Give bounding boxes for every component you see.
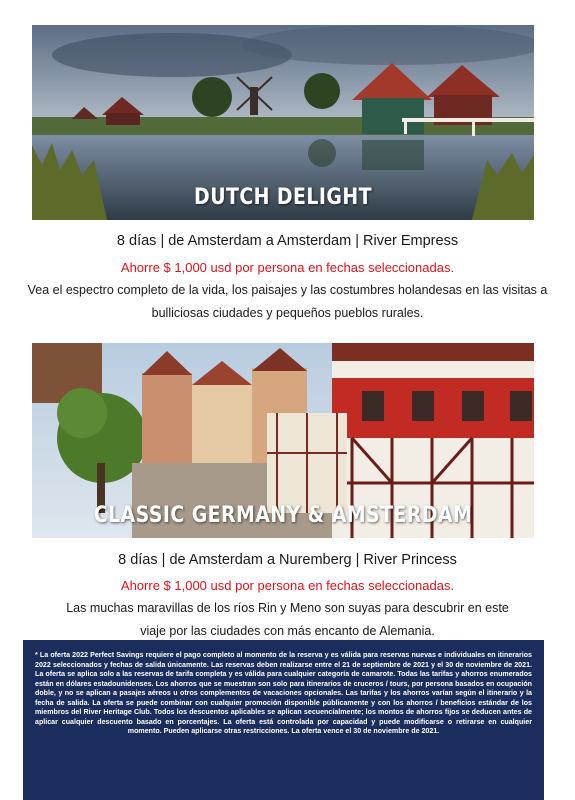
terms-footer bbox=[23, 640, 544, 800]
tour-description-line2: viaje por las ciudades con más encanto de Alemania. bbox=[140, 624, 435, 638]
tour-description-line2: bulliciosas ciudades y pequeños pueblos rurales. bbox=[151, 306, 424, 320]
tour-promo: Ahorre $ 1,000 usd por persona en fechas seleccionadas. bbox=[120, 260, 455, 275]
tour-description-line1: Las muchas maravillas de los ríos Rin y Meno son suyas para descubrir en este bbox=[66, 601, 509, 615]
tour-promo: Ahorre $ 1,000 usd por persona en fechas seleccionadas. bbox=[120, 578, 455, 593]
terms-text: * La oferta 2022 Perfect Savings requiere el pago completo al momento de la reserva y es válida para reservas nuevas e individuales en itinerarios 2022 seleccionados y fechas de salida únicamente. Las reservas deben realizarse entre el 21 de septiembre de 2021 y el 30 de noviembre de 2021. La oferta se aplica solo a las reservas de tarifa completa y es válida para cualquier categoría de camarote. Todas las tarifas y ahorros enumerados están en dólares estadounidenses. Los ahorros que se muestran son solo para itinerarios de cruceros / tours, por persona basados en ocupación doble, y no se aplican a pasajes aéreos u otros complementos de vacaciones opcionales. Las tarifas y los ahorros varían según el itinerario y la fecha de salida. La oferta se puede combinar con cualquier promoción disponible públicamente y con los ahorros / beneficios estándar de los miembros del River Heritage Club. Todos los descuentos aplicables se aplican secuencialmente; los montos de ahorros fijos se deducen antes de aplicar cualquier descuento basado en porcentajes. La oferta está controlada por capacidad y puede modificarse o retirarse en cualquier momento. Pueden aplicarse otras restricciones. La oferta vence el 30 de noviembre de 2021. bbox=[35, 651, 532, 735]
tour-title: CLASSIC GERMANY & AMSTERDAM bbox=[93, 503, 473, 528]
tour-title: DUTCH DELIGHT bbox=[194, 185, 372, 210]
classic-germany-hero-image bbox=[32, 343, 534, 538]
tour-meta: 8 días | de Amsterdam a Amsterdam | River Empress bbox=[116, 233, 459, 249]
tour-description-line1: Vea el espectro completo de la vida, los paisajes y las costumbres holandesas en las visitas a bbox=[27, 283, 548, 297]
tour-meta: 8 días | de Amsterdam a Nuremberg | River Princess bbox=[118, 552, 457, 568]
dutch-delight-hero-image bbox=[32, 25, 534, 220]
